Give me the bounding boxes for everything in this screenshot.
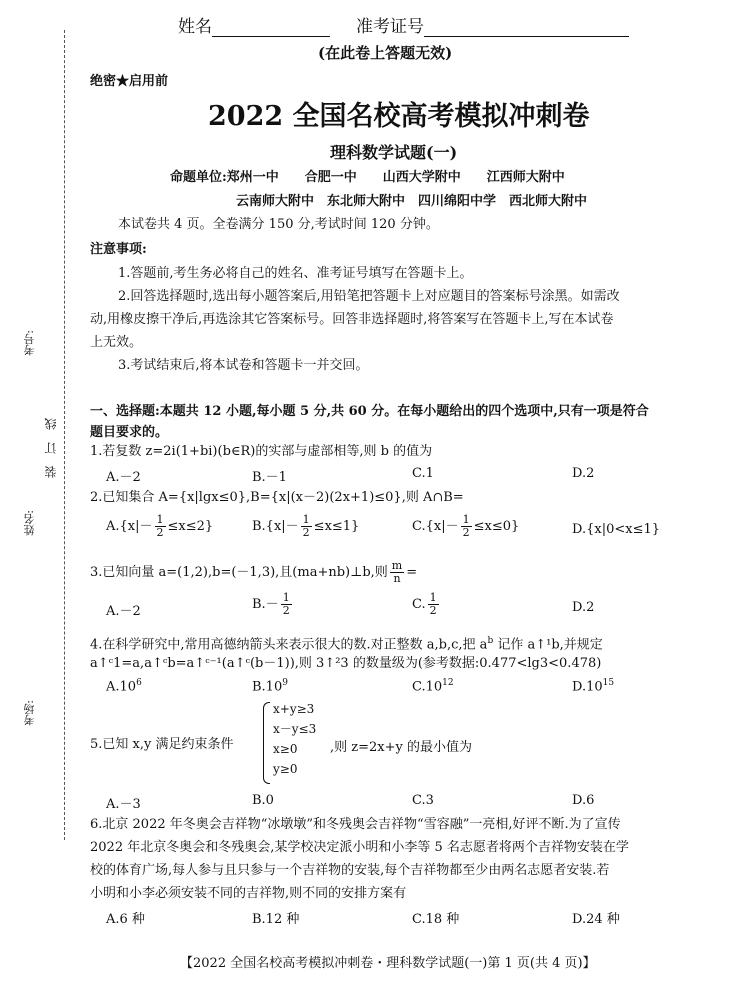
q6-option-d[interactable]: D.24 种 bbox=[572, 912, 620, 927]
q1-option-d[interactable]: D.2 bbox=[572, 466, 595, 481]
q4-line-2: a↑ᶜ1=a,a↑ᶜb=a↑ᶜ⁻¹(a↑ᶜ(b－1)),则 3↑²3 的数量级为(参考数据:0.477<lg3<0.478) bbox=[90, 656, 602, 671]
q4-d-text: D.10 bbox=[572, 679, 603, 695]
side-xingming: 姓名: bbox=[23, 510, 36, 536]
invalid-note: (在此卷上答题无效) bbox=[318, 44, 453, 62]
note-3: 3.考试结束后,将本试卷和答题卡一并交回。 bbox=[118, 358, 369, 373]
q6-line-2: 2022 年北京冬奥会和冬残奥会,某学校决定派小明和小李等 5 名志愿者将两个吉祥物安装在学 bbox=[90, 840, 629, 855]
q2-option-b[interactable] bbox=[252, 514, 359, 539]
q1-stem: 1.若复数 z=2i(1+bi)(b∈R)的实部与虚部相等,则 b 的值为 bbox=[90, 444, 433, 459]
frac-num: 1 bbox=[302, 513, 310, 526]
q2-b-post: ≤x≤1} bbox=[313, 519, 360, 534]
q6-line-3: 校的体育广场,每人参与且只参与一个吉祥物的安装,每个吉祥物都至少由两名志愿者安装.若 bbox=[90, 863, 610, 878]
q3-tail: = bbox=[406, 565, 418, 580]
note-2: 2.回答选择题时,选出每小题答案后,用铅笔把答题卡上对应题目的答案标号涂黑。如需改 bbox=[118, 289, 620, 304]
q2-a-frac bbox=[155, 514, 166, 539]
q5-tail: ,则 z=2x+y 的最小值为 bbox=[330, 740, 472, 755]
q3-stem bbox=[90, 560, 417, 585]
q1-option-c[interactable]: C.1 bbox=[412, 466, 434, 481]
q2-b-frac bbox=[301, 514, 312, 539]
q2-c-post: ≤x≤0} bbox=[473, 519, 520, 534]
exam-no-label: 准考证号 bbox=[356, 17, 424, 37]
section1-heading-2: 题目要求的。 bbox=[90, 425, 169, 440]
q2-option-a[interactable] bbox=[106, 514, 213, 539]
frac-num: 1 bbox=[429, 591, 437, 604]
intro: 本试卷共 4 页。全卷满分 150 分,考试时间 120 分钟。 bbox=[118, 217, 439, 232]
q4-line-1-text: 4.在科学研究中,常用高德纳箭头来表示很大的数.对正整数 a,b,c,把 a bbox=[90, 637, 488, 653]
page-title: 2022 全国名校高考模拟冲刺卷 bbox=[208, 101, 590, 132]
units-line-2: 云南师大附中 东北师大附中 四川绵阳中学 西北师大附中 bbox=[236, 194, 588, 209]
q3-option-b[interactable] bbox=[252, 592, 294, 617]
q6-option-a[interactable]: A.6 种 bbox=[106, 912, 145, 927]
q4-option-b[interactable] bbox=[252, 678, 288, 694]
frac-den: n bbox=[393, 572, 401, 585]
page-subtitle: 理科数学试题(一) bbox=[330, 143, 458, 162]
q5-option-b[interactable]: B.0 bbox=[252, 793, 274, 808]
q2-a-pre: A.{x|－ bbox=[106, 519, 153, 534]
exam-no-blank[interactable] bbox=[424, 18, 629, 37]
q4-a-sup: 6 bbox=[136, 678, 142, 688]
name-label: 姓名 bbox=[178, 17, 212, 37]
q5-option-a[interactable]: A.－3 bbox=[106, 797, 141, 812]
q3-stem-text: 3.已知向量 a=(1,2),b=(－1,3),且(ma+nb)⊥b,则 bbox=[90, 565, 388, 580]
q4-option-d[interactable] bbox=[572, 678, 614, 694]
q2-stem: 2.已知集合 A={x|lgx≤0},B={x|(x－2)(2x+1)≤0},则 A∩B= bbox=[90, 490, 464, 505]
binding-line bbox=[64, 30, 66, 840]
q2-option-c[interactable] bbox=[412, 514, 519, 539]
q3-b-pre: B.－ bbox=[252, 597, 279, 612]
side-binding-label: 装 订 线 bbox=[44, 418, 58, 478]
q1-option-b[interactable]: B.－1 bbox=[252, 470, 287, 485]
q5-constraint-3: x≥0 bbox=[273, 742, 298, 756]
q2-c-frac bbox=[461, 514, 472, 539]
q5-system bbox=[273, 702, 316, 782]
q4-option-c[interactable] bbox=[412, 678, 454, 694]
q4-line-1-tail: 记作 a↑¹b,并规定 bbox=[493, 637, 603, 653]
page-footer: 【2022 全国名校高考模拟冲刺卷・理科数学试题(一)第 1 页(共 4 页)】 bbox=[180, 956, 596, 971]
frac-num: 1 bbox=[156, 513, 164, 526]
q4-b-text: B.10 bbox=[252, 679, 283, 695]
q5-constraint-2: x－y≤3 bbox=[273, 722, 317, 736]
frac-num: 1 bbox=[462, 513, 470, 526]
q5-stem: 5.已知 x,y 满足约束条件 bbox=[90, 737, 234, 752]
q6-option-b[interactable]: B.12 种 bbox=[252, 912, 300, 927]
q4-line-1 bbox=[90, 632, 603, 654]
q5-constraint-4: y≥0 bbox=[273, 762, 298, 776]
q5-constraint-1: x+y≥3 bbox=[273, 702, 315, 716]
name-blank[interactable] bbox=[212, 18, 330, 37]
q6-line-1: 6.北京 2022 年冬奥会吉祥物“冰墩墩”和冬残奥会吉祥物“雪容融”一亮相,好评不断.为了宣传 bbox=[90, 817, 621, 832]
q6-option-c[interactable]: C.18 种 bbox=[412, 912, 460, 927]
name-field bbox=[178, 12, 330, 37]
q3-c-frac bbox=[428, 592, 439, 617]
q2-b-pre: B.{x|－ bbox=[252, 519, 299, 534]
q2-option-d[interactable]: D.{x|0<x≤1} bbox=[572, 522, 661, 537]
frac-den: 2 bbox=[302, 526, 310, 539]
note-2c: 上无效。 bbox=[90, 335, 143, 350]
q5-option-d[interactable]: D.6 bbox=[572, 793, 595, 808]
side-kaohao: 考号: bbox=[23, 330, 36, 356]
note-1: 1.答题前,考生务必将自己的姓名、准考证号填写在答题卡上。 bbox=[118, 266, 473, 281]
q4-line-1-sup: b bbox=[487, 636, 494, 646]
units-line-1: 命题单位:郑州一中 合肥一中 山西大学附中 江西师大附中 bbox=[170, 170, 565, 185]
q4-c-sup: 12 bbox=[442, 678, 454, 688]
q4-a-text: A.10 bbox=[106, 679, 137, 695]
note-2b: 动,用橡皮擦干净后,再选涂其它答案标号。回答非选择题时,将答案写在答题卡上,写在本试卷 bbox=[90, 312, 614, 327]
q3-option-c[interactable] bbox=[412, 592, 441, 617]
q3-frac bbox=[390, 560, 404, 585]
side-kaochang: 考场: bbox=[23, 700, 36, 726]
section1-heading: 一、选择题:本题共 12 小题,每小题 5 分,共 60 分。在每小题给出的四个选项中,只有一项是符合 bbox=[90, 404, 649, 419]
q3-option-d[interactable]: D.2 bbox=[572, 600, 595, 615]
q4-b-sup: 9 bbox=[282, 678, 288, 688]
notes-title: 注意事项: bbox=[90, 242, 147, 257]
secret-mark: 绝密★启用前 bbox=[90, 74, 169, 89]
q5-option-c[interactable]: C.3 bbox=[412, 793, 434, 808]
frac-den: 2 bbox=[462, 526, 470, 539]
q6-line-4: 小明和小李必须安装不同的吉祥物,则不同的安排方案有 bbox=[90, 886, 407, 901]
q4-option-a[interactable] bbox=[106, 678, 142, 694]
q1-option-a[interactable]: A.－2 bbox=[106, 470, 141, 485]
q4-c-text: C.10 bbox=[412, 679, 443, 695]
frac-den: 2 bbox=[156, 526, 164, 539]
q3-option-a[interactable]: A.－2 bbox=[106, 604, 141, 619]
frac-den: 2 bbox=[282, 604, 290, 617]
exam-no-field bbox=[356, 12, 629, 37]
frac-den: 2 bbox=[429, 604, 437, 617]
q3-c-pre: C. bbox=[412, 597, 426, 612]
frac-num: m bbox=[391, 559, 403, 572]
q3-b-frac bbox=[281, 592, 292, 617]
q2-a-post: ≤x≤2} bbox=[167, 519, 214, 534]
frac-num: 1 bbox=[282, 591, 290, 604]
q2-c-pre: C.{x|－ bbox=[412, 519, 459, 534]
q5-brace bbox=[263, 702, 270, 784]
q4-d-sup: 15 bbox=[602, 678, 615, 688]
